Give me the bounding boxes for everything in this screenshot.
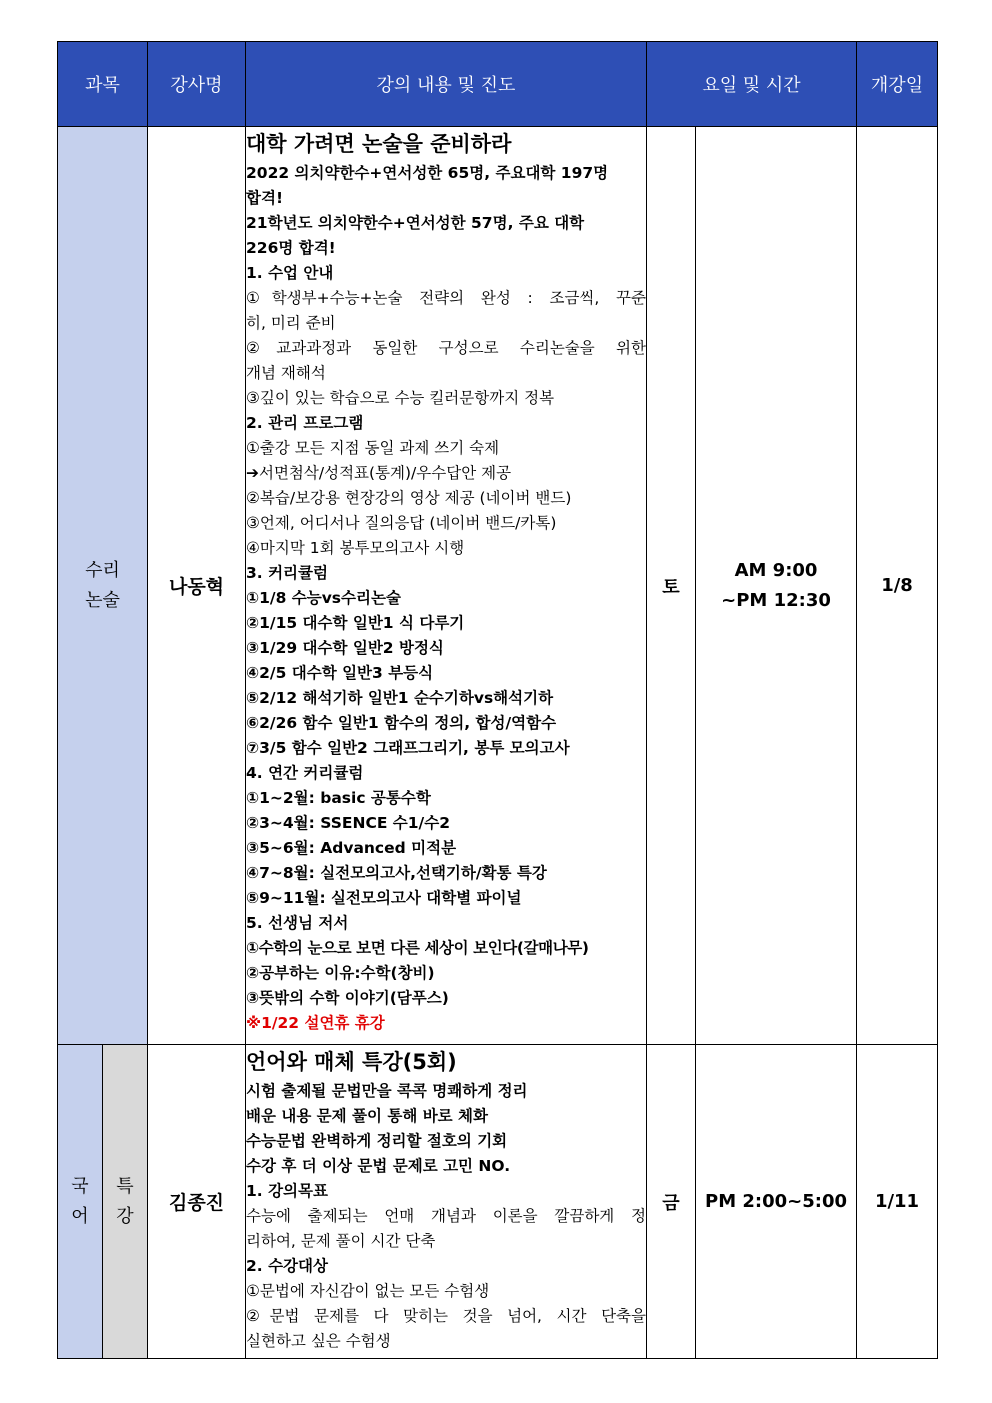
- subject-cell: [58, 127, 148, 1045]
- section-heading: 5. 선생님 저서: [246, 914, 349, 932]
- section-heading: 1. 강의목표: [246, 1182, 328, 1200]
- subject-type: 강: [116, 1205, 134, 1227]
- content-line: 21학년도 의치약한수+연서성한 57명, 주요 대학: [246, 214, 585, 232]
- header-schedule: 요일 및 시간: [647, 42, 857, 127]
- annual-curriculum-item: ①1~2월: basic 공통수학: [246, 789, 431, 807]
- content-line: 수강 후 더 이상 문법 문제로 고민 NO.: [246, 1157, 511, 1175]
- curriculum-item: ⑥2/26 함수 일반1 함수의 정의, 합성/역함수: [246, 714, 557, 732]
- subject-name: 논술: [85, 589, 120, 611]
- annual-curriculum-item: ③5~6월: Advanced 미적분: [246, 839, 457, 857]
- annual-curriculum-item: ②3~4월: SSENCE 수1/수2: [246, 814, 450, 832]
- curriculum-item: ④2/5 대수학 일반3 부등식: [246, 664, 434, 682]
- header-content: 강의 내용 및 진도: [246, 42, 647, 127]
- lecture-time-end: ~PM 12:30: [721, 589, 831, 611]
- section-heading: 1. 수업 안내: [246, 264, 334, 282]
- header-teacher: 강사명: [148, 42, 246, 127]
- book-item: ③뜻밖의 수학 이야기(담푸스): [246, 989, 449, 1007]
- curriculum-item: ①1/8 수능vs수리논술: [246, 589, 401, 607]
- curriculum-item: ⑦3/5 함수 일반2 그래프그리기, 봉투 모의고사: [246, 739, 570, 757]
- content-line: 수능문법 완벽하게 정리할 절호의 기회: [246, 1132, 508, 1150]
- lecture-time-start: AM 9:00: [734, 559, 818, 581]
- content-line: ②문법 문제를 다 맞히는 것을 넘어, 시간 단축을: [246, 1307, 646, 1325]
- lecture-title: 대학 가려면 논술을 준비하라: [246, 132, 512, 156]
- content-line: ③언제, 어디서나 질의응답 (네이버 밴드/카톡): [246, 514, 557, 532]
- content-line: ①학생부+수능+논술 전략의 완성 : 조금씩, 꾸준: [246, 289, 646, 307]
- content-line: 2022 의치약한수+연서성한 65명, 주요대학 197명: [246, 164, 609, 182]
- content-line: 합격!: [246, 189, 284, 207]
- lecture-content: [246, 127, 647, 1045]
- content-line: 수능에 출제되는 언매 개념과 이론을 깔끔하게 정: [246, 1207, 646, 1225]
- content-line: ①출강 모든 지점 동일 과제 쓰기 숙제: [246, 439, 500, 457]
- section-heading: 2. 수강대상: [246, 1257, 328, 1275]
- curriculum-item: ②1/15 대수학 일반1 식 다루기: [246, 614, 465, 632]
- annual-curriculum-item: ④7~8월: 실전모의고사,선택기하/확통 특강: [246, 864, 547, 882]
- subject-name: 어: [71, 1205, 89, 1227]
- annual-curriculum-item: ⑤9~11월: 실전모의고사 대학별 파이널: [246, 889, 522, 907]
- book-item: ①수학의 눈으로 보면 다른 세상이 보인다(갈매나무): [246, 939, 589, 957]
- table-row-korean-special: [58, 1045, 938, 1359]
- teacher-name: 나동혁: [148, 127, 246, 1045]
- content-line: ②교과과정과 동일한 구성으로 수리논술을 위한: [246, 339, 646, 357]
- teacher-name: 김종진: [148, 1045, 246, 1359]
- lecture-content: [246, 1045, 647, 1359]
- content-line: 실현하고 싶은 수험생: [246, 1332, 391, 1350]
- content-line: 226명 합격!: [246, 239, 336, 257]
- subject-name: 국: [71, 1175, 89, 1197]
- content-line: ②복습/보강용 현장강의 영상 제공 (네이버 밴드): [246, 489, 572, 507]
- lecture-time: PM 2:00~5:00: [696, 1045, 857, 1359]
- header-row: [58, 42, 938, 127]
- header-subject: 과목: [58, 42, 148, 127]
- curriculum-item: ③1/29 대수학 일반2 방정식: [246, 639, 444, 657]
- content-line: ①문법에 자신감이 없는 모든 수험생: [246, 1282, 490, 1300]
- lecture-time-cell: [696, 127, 857, 1045]
- lecture-day: 토: [647, 127, 696, 1045]
- section-heading: 3. 커리큘럼: [246, 564, 328, 582]
- content-line: 리하여, 문제 풀이 시간 단축: [246, 1232, 436, 1250]
- subject-type-cell: [103, 1045, 148, 1359]
- header-start-date: 개강일: [857, 42, 938, 127]
- content-line: 개념 재해석: [246, 364, 326, 382]
- holiday-notice: ※1/22 설연휴 휴강: [246, 1014, 385, 1032]
- content-line: 시험 출제될 문법만을 콕콕 명쾌하게 정리: [246, 1082, 528, 1100]
- subject-type: 특: [116, 1175, 134, 1197]
- content-line: ④마지막 1회 봉투모의고사 시행: [246, 539, 465, 557]
- subject-name: 수리: [85, 559, 120, 581]
- start-date: 1/8: [857, 127, 938, 1045]
- section-heading: 4. 연간 커리큘럼: [246, 764, 364, 782]
- content-line: 배운 내용 문제 풀이 통해 바로 체화: [246, 1107, 489, 1125]
- lecture-day: 금: [647, 1045, 696, 1359]
- lecture-schedule-table: [57, 41, 938, 1359]
- start-date: 1/11: [857, 1045, 938, 1359]
- content-line: 히, 미리 준비: [246, 314, 336, 332]
- book-item: ②공부하는 이유:수학(창비): [246, 964, 435, 982]
- lecture-title: 언어와 매체 특강(5회): [246, 1050, 457, 1074]
- curriculum-item: ⑤2/12 해석기하 일반1 순수기하vs해석기하: [246, 689, 554, 707]
- content-line: ③깊이 있는 학습으로 수능 킬러문항까지 정복: [246, 389, 555, 407]
- section-heading: 2. 관리 프로그램: [246, 414, 364, 432]
- table-row-math-essay: [58, 127, 938, 1045]
- subject-cell: [58, 1045, 103, 1359]
- content-line: ➔서면첨삭/성적표(통계)/우수답안 제공: [246, 464, 512, 482]
